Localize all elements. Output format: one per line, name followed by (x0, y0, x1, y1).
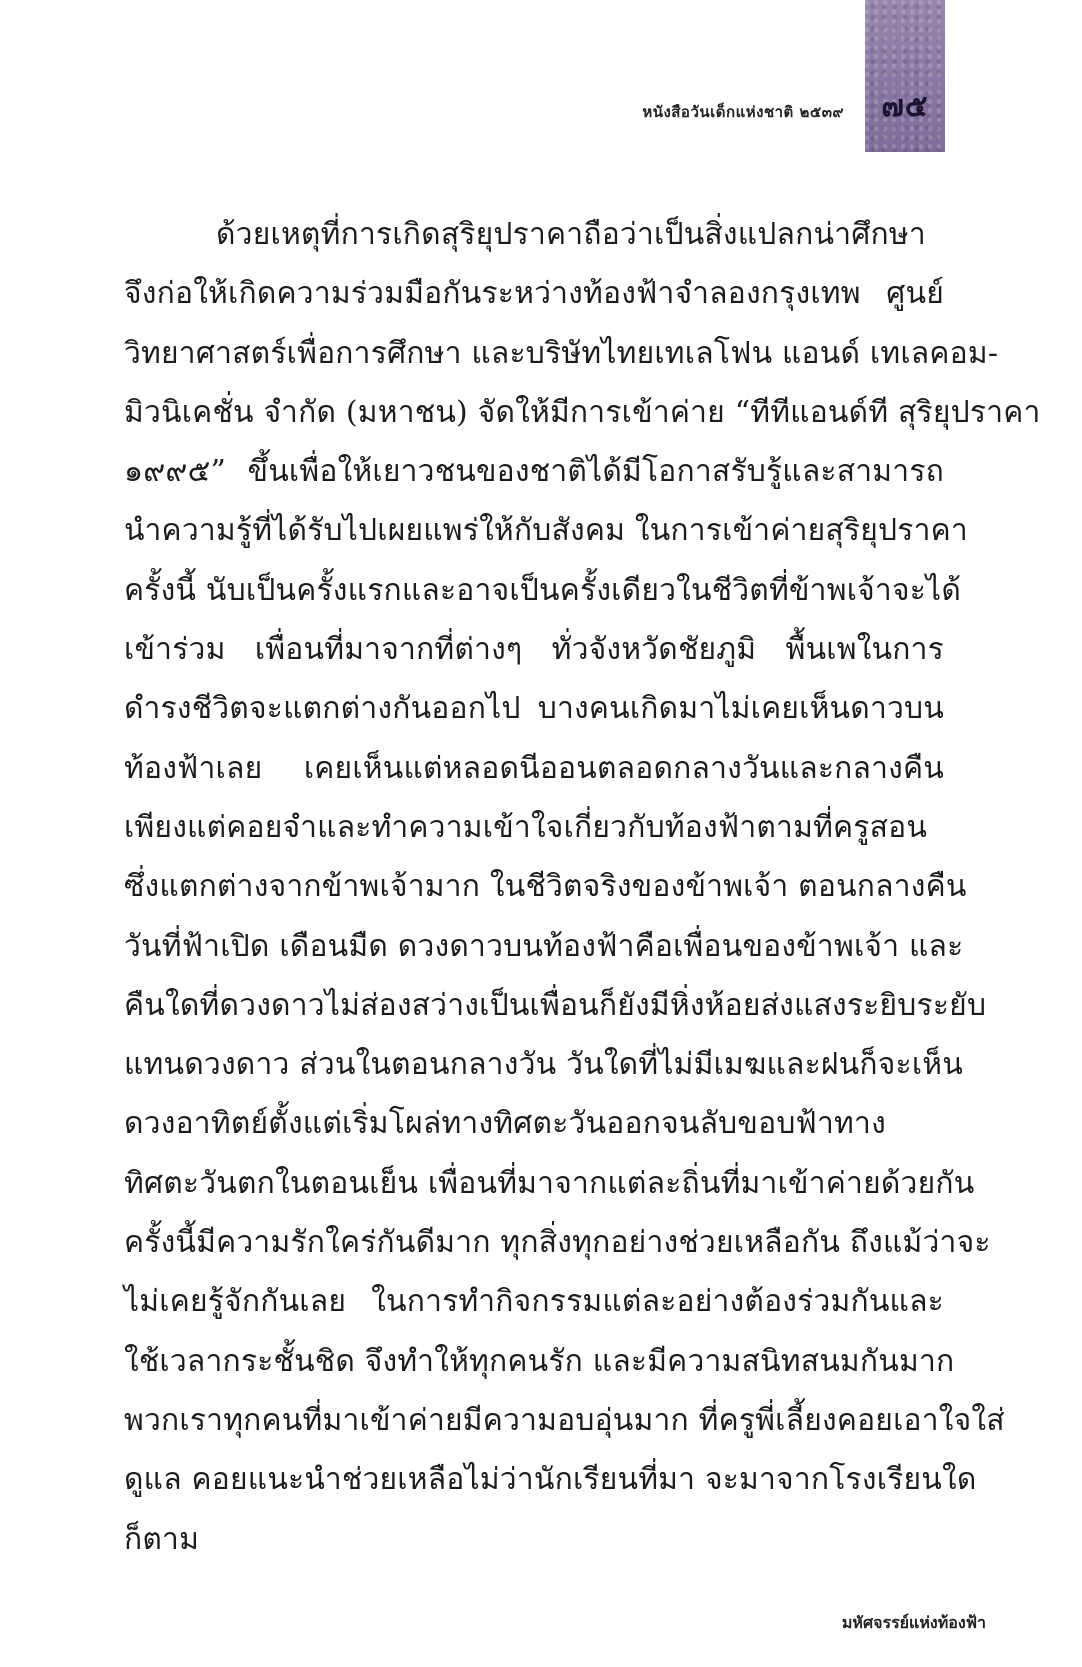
text-line: ทิศตะวันตกในตอนเย็น เพื่อนที่มาจากแต่ละถิ่นที่มาเข้าค่ายด้วยกัน (124, 1165, 975, 1201)
text-line: ก็ตาม (124, 1521, 200, 1557)
text-line: ดำรงชีวิตจะแตกต่างกันออกไป บางคนเกิดมาไม่เคยเห็นดาวบน (124, 691, 944, 727)
text-line: ไม่เคยรู้จักกันเลย ในการทำกิจกรรมแต่ละอย่างต้องร่วมกันและ (124, 1284, 944, 1320)
text-line: เพียงแต่คอยจำและทำความเข้าใจเกี่ยวกับท้องฟ้าตามที่ครูสอน (124, 809, 928, 845)
text-line: นำความรู้ที่ได้รับไปเผยแพร่ให้กับสังคม ในการเข้าค่ายสุริยุปราคา (124, 513, 968, 549)
text-line: ครั้งนี้ นับเป็นครั้งแรกและอาจเป็นครั้งเดียวในชีวิตที่ข้าพเจ้าจะได้ (124, 572, 962, 608)
text-line: วิทยาศาสตร์เพื่อการศึกษา และบริษัทไทยเทเลโฟน แอนด์ เทเลคอม- (124, 335, 999, 371)
text-line: จึงก่อให้เกิดความร่วมมือกันระหว่างท้องฟ้าจำลองกรุงเทพ ศูนย์ (124, 276, 944, 312)
body-paragraph (124, 205, 1041, 1569)
text-line: พวกเราทุกคนที่มาเข้าค่ายมีความอบอุ่นมาก ที่ครูพี่เลี้ยงคอยเอาใจใส่ (124, 1402, 1005, 1438)
running-header: หนังสือวันเด็กแห่งชาติ ๒๕๓๙ (642, 103, 844, 121)
text-line: มิวนิเคชั่น จำกัด (มหาชน) จัดให้มีการเข้าค่าย “ทีทีแอนด์ที สุริยุปราคา (124, 394, 1041, 430)
text-line: วันที่ฟ้าเปิด เดือนมืด ดวงดาวบนท้องฟ้าคือเพื่อนของข้าพเจ้า และ (124, 928, 964, 964)
text-line: ดวงอาทิตย์ตั้งแต่เริ่มโผล่ทางทิศตะวันออกจนลับขอบฟ้าทาง (124, 1106, 886, 1142)
page-number: ๗๕ (881, 89, 929, 124)
text-line: ท้องฟ้าเลย เคยเห็นแต่หลอดนีออนตลอดกลางวันและกลางคืน (124, 750, 944, 786)
text-line: ซึ่งแตกต่างจากข้าพเจ้ามาก ในชีวิตจริงของข้าพเจ้า ตอนกลางคืน (124, 869, 967, 905)
text-line: ๑๙๙๕” ขึ้นเพื่อให้เยาวชนของชาติได้มีโอกาสรับรู้และสามารถ (124, 454, 944, 490)
running-footer: มหัศจรรย์แห่งท้องฟ้า (841, 1613, 986, 1632)
text-line: ด้วยเหตุที่การเกิดสุริยุปราคาถือว่าเป็นสิ่งแปลกน่าศึกษา (216, 217, 926, 252)
text-line: แทนดวงดาว ส่วนในตอนกลางวัน วันใดที่ไม่มีเมฆและฝนก็จะเห็น (124, 1047, 963, 1083)
text-line: คืนใดที่ดวงดาวไม่ส่องสว่างเป็นเพื่อนก็ยังมีหิ่งห้อยส่งแสงระยิบระยับ (124, 987, 987, 1023)
text-line: เข้าร่วม เพื่อนที่มาจากที่ต่างๆ ทั่วจังหวัดชัยภูมิ พื้นเพในการ (124, 632, 944, 668)
text-line: ใช้เวลากระชั้นชิด จึงทำให้ทุกคนรัก และมีความสนิทสนมกันมาก (124, 1343, 955, 1379)
page-number-tab (865, 0, 945, 152)
text-line: ดูแล คอยแนะนำช่วยเหลือไม่ว่านักเรียนที่มา จะมาจากโรงเรียนใด (124, 1462, 977, 1498)
text-line: ครั้งนี้มีความรักใคร่กันดีมาก ทุกสิ่งทุกอย่างช่วยเหลือกัน ถึงแม้ว่าจะ (124, 1225, 991, 1261)
